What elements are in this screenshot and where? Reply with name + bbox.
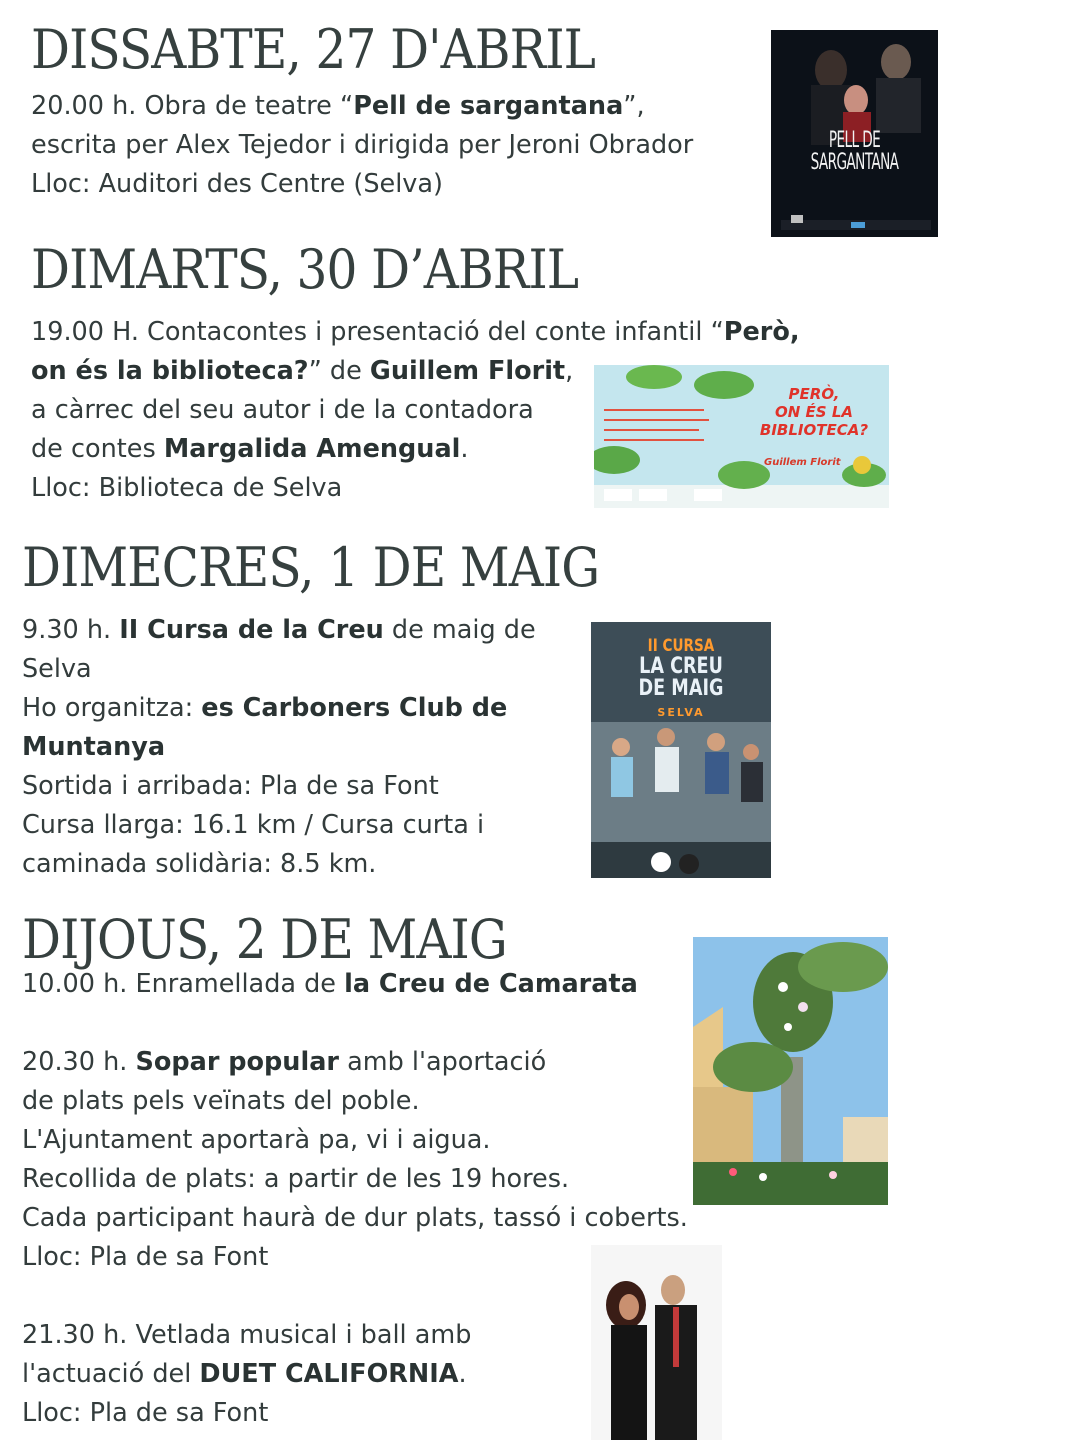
text: 21.30 h. Vetlada musical i ball amb — [22, 1320, 472, 1350]
race-poster-place: SELVA — [657, 706, 705, 719]
text: ” de — [308, 356, 370, 386]
bold-text: II Cursa de la Creu — [119, 615, 384, 645]
text: de plats pels veïnats del poble. — [22, 1086, 420, 1116]
description-line — [31, 126, 693, 165]
description-line — [22, 1043, 688, 1082]
description-line — [22, 1355, 688, 1394]
book-poster-author: Guillem Florit — [764, 457, 841, 468]
description-line — [22, 1082, 688, 1121]
flower-cross-photo — [693, 937, 888, 1205]
text: Lloc: Auditori des Centre (Selva) — [31, 169, 443, 199]
text: de contes — [31, 434, 164, 464]
text: Recollida de plats: a partir de les 19 hores. — [22, 1164, 570, 1194]
theatre-poster-title: PELL DE SARGANTANA — [810, 128, 899, 175]
bold-text: Guillem Florit — [369, 356, 566, 386]
description-line — [22, 965, 688, 1004]
event-description — [31, 87, 693, 204]
description-line — [22, 1004, 688, 1043]
description-line — [22, 1316, 688, 1355]
description-line — [22, 1121, 688, 1160]
description-line — [22, 689, 536, 728]
bold-text: Muntanya — [22, 732, 166, 762]
text: amb l'aportació — [339, 1047, 547, 1077]
text: . — [458, 1359, 467, 1389]
bold-text: Sopar popular — [135, 1047, 339, 1077]
text: caminada solidària: 8.5 km. — [22, 849, 377, 879]
description-line — [22, 611, 536, 650]
duo-photo — [591, 1245, 722, 1440]
event-heading: DISSABTE, 27 D'ABRIL — [31, 18, 595, 81]
bold-text: DUET CALIFORNIA — [199, 1359, 459, 1389]
text: Cursa llarga: 16.1 km / Cursa curta i — [22, 810, 485, 840]
description-line — [22, 650, 536, 689]
text: Lloc: Pla de sa Font — [22, 1242, 269, 1272]
bold-text: Pell de sargantana — [353, 91, 624, 121]
race-poster-title: LA CREU DE MAIG — [638, 654, 724, 701]
race-poster-line1: II CURSA — [647, 636, 715, 656]
text: de maig de — [383, 615, 536, 645]
text: 10.00 h. Enramellada de — [22, 969, 345, 999]
description-line — [22, 845, 536, 884]
description-line — [22, 728, 536, 767]
theatre-poster — [771, 30, 938, 237]
description-line — [22, 1394, 688, 1433]
description-line — [31, 313, 800, 352]
text: 19.00 H. Contacontes i presentació del conte infantil “ — [31, 317, 724, 347]
bold-text: on és la biblioteca? — [31, 356, 309, 386]
description-line — [22, 1277, 688, 1316]
description-line — [31, 87, 693, 126]
text: 9.30 h. — [22, 615, 120, 645]
event-heading: DIMECRES, 1 DE MAIG — [22, 536, 600, 599]
description-line — [22, 767, 536, 806]
event-description — [22, 965, 688, 1433]
description-line — [22, 1238, 688, 1277]
text: Lloc: Pla de sa Font — [22, 1398, 269, 1428]
text: a càrrec del seu autor i de la contadora — [31, 395, 534, 425]
text: l'actuació del — [22, 1359, 200, 1389]
description-line — [22, 1199, 688, 1238]
text: 20.00 h. Obra de teatre “ — [31, 91, 354, 121]
text: 20.30 h. — [22, 1047, 136, 1077]
event-heading: DIMARTS, 30 D’ABRIL — [31, 238, 579, 301]
text: ”, — [623, 91, 645, 121]
text: Ho organitza: — [22, 693, 202, 723]
text: escrita per Alex Tejedor i dirigida per Jeroni Obrador — [31, 130, 694, 160]
event-heading: DIJOUS, 2 DE MAIG — [22, 908, 507, 971]
text: Cada participant haurà de dur plats, tassó i coberts. — [22, 1203, 688, 1233]
bold-text: es Carboners Club de — [201, 693, 508, 723]
book-poster — [594, 365, 889, 508]
book-poster-title: PERÒ, ON ÉS LA BIBLIOTECA? — [759, 385, 869, 439]
text: . — [460, 434, 469, 464]
text: , — [565, 356, 574, 386]
description-line — [31, 165, 693, 204]
text: L'Ajuntament aportarà pa, vi i aigua. — [22, 1125, 491, 1155]
event-description — [22, 611, 536, 884]
bold-text: la Creu de Camarata — [344, 969, 638, 999]
description-line — [22, 806, 536, 845]
race-poster — [591, 622, 771, 878]
text: Lloc: Biblioteca de Selva — [31, 473, 343, 503]
bold-text: Però, — [723, 317, 800, 347]
description-line — [22, 1160, 688, 1199]
text: Sortida i arribada: Pla de sa Font — [22, 771, 439, 801]
text: Selva — [22, 654, 92, 684]
bold-text: Margalida Amengual — [163, 434, 461, 464]
